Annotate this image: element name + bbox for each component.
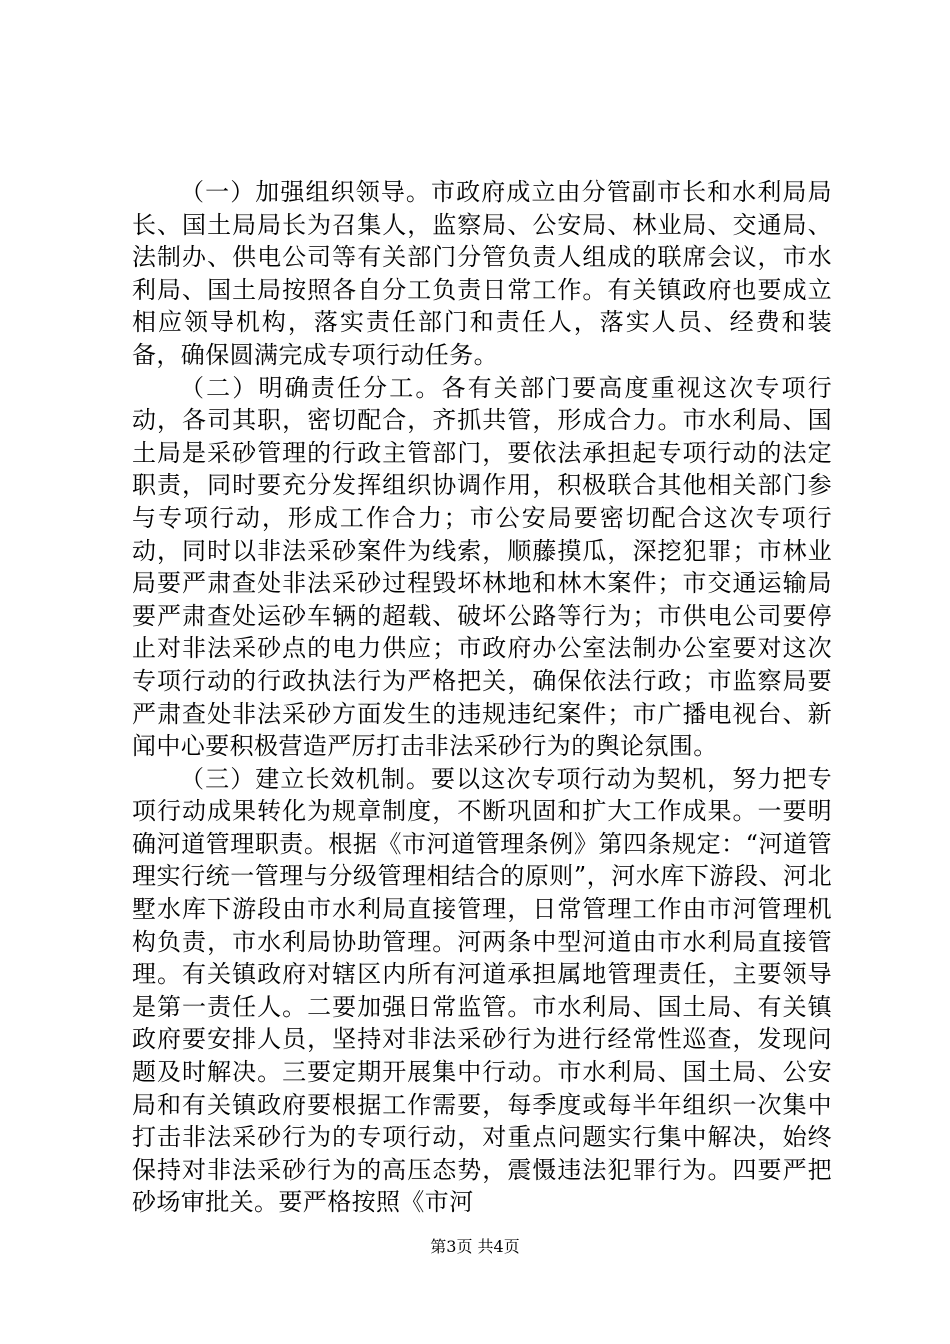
paragraph-organization-leadership: （一）加强组织领导。市政府成立由分管副市长和水利局局长、国土局局长为召集人，监察局、公安局、林业局、交通局、法制办、供电公司等有关部门分管负责人组成的联席会议，市水利局、国土局按照各自分工负责日常工作。有关镇政府也要成立相应领导机构，落实责任部门和责任人，落实人员、经费和装备，确保圆满完成专项行动任务。: [132, 178, 832, 369]
paragraph-long-term-mechanism: （三）建立长效机制。要以这次专项行动为契机，努力把专项行动成果转化为规章制度，不断巩固和扩大工作成果。一要明确河道管理职责。根据《市河道管理条例》第四条规定：“河道管理实行统一管理与分级管理相结合的原则”，河水库下游段、河北墅水库下游段由市水利局直接管理，日常管理工作由市河管理机构负责，市水利局协助管理。河两条中型河道由市水利局直接管理。有关镇政府对辖区内所有河道承担属地管理责任，主要领导是第一责任人。二要加强日常监管。市水利局、国土局、有关镇政府要安排人员，坚持对非法采砂行为进行经常性巡查，发现问题及时解决。三要定期开展集中行动。市水利局、国土局、公安局和有关镇政府要根据工作需要，每季度或每半年组织一次集中打击非法采砂行为的专项行动，对重点问题实行集中解决，始终保持对非法采砂行为的高压态势，震慑违法犯罪行为。四要严把砂场审批关。要严格按照《市河: [132, 764, 832, 1217]
page-footer: 第3页 共4页: [430, 1237, 520, 1256]
paragraph-responsibility-division: （二）明确责任分工。各有关部门要高度重视这次专项行动，各司其职，密切配合，齐抓共管，形成合力。市水利局、国土局是采砂管理的行政主管部门，要依法承担起专项行动的法定职责，同时要充分发挥组织协调作用，积极联合其他相关部门参与专项行动，形成工作合力；市公安局要密切配合这次专项行动，同时以非法采砂案件为线索，顺藤摸瓜，深挖犯罪；市林业局要严肃查处非法采砂过程毁坏林地和林木案件；市交通运输局要严肃查处运砂车辆的超载、破坏公路等行为；市供电公司要停止对非法采砂点的电力供应；市政府办公室法制办公室要对这次专项行动的行政执法行为严格把关，确保依法行政；市监察局要严肃查处非法采砂方面发生的违规违纪案件；市广播电视台、新闻中心要积极营造严厉打击非法采砂行为的舆论氛围。: [132, 373, 832, 761]
document-body: [132, 176, 832, 1219]
